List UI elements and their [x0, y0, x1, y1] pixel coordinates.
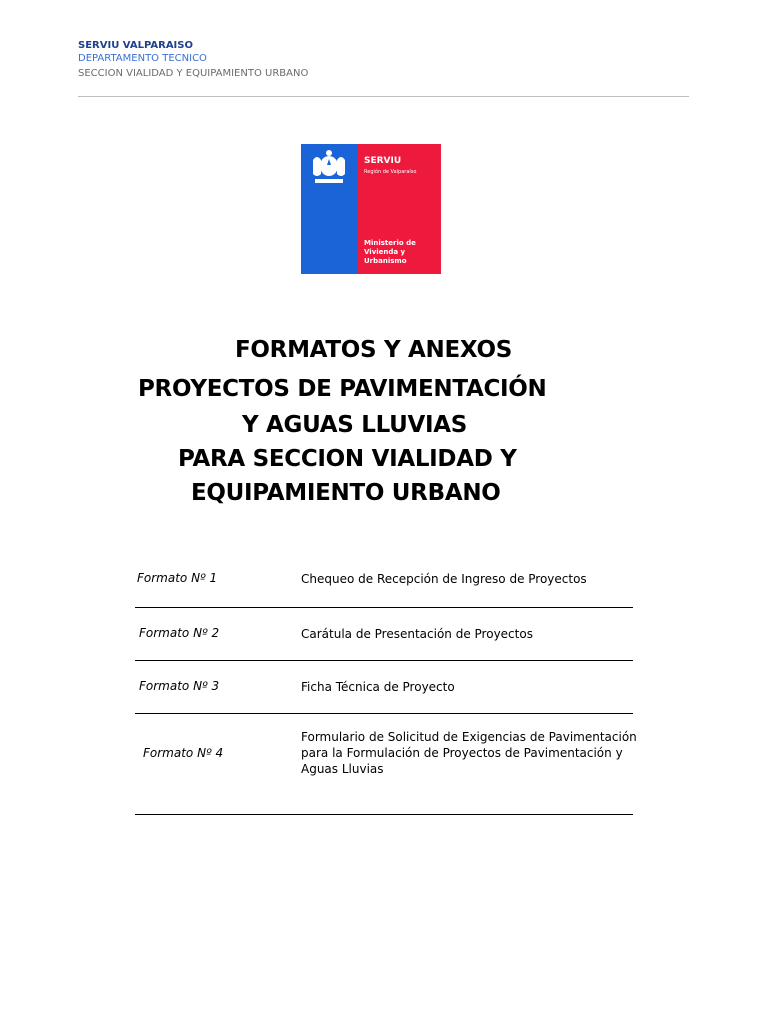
logo-ministry: Ministerio de Vivienda y Urbanismo [364, 239, 416, 265]
title-line-3: Y AGUAS LLUVIAS [242, 412, 468, 438]
title-line-5: EQUIPAMIENTO URBANO [191, 480, 501, 506]
title-line-2: PROYECTOS DE PAVIMENTACIÓN [138, 376, 547, 402]
logo-region: Región de Valparaíso [364, 169, 417, 175]
header-department: DEPARTAMENTO TECNICO [78, 53, 207, 64]
format-1-description: Chequeo de Recepción de Ingreso de Proyectos [301, 572, 587, 586]
title-line-4: PARA SECCION VIALIDAD Y [178, 446, 517, 472]
format-4-label: Formato Nº 4 [143, 746, 224, 760]
serviu-logo [301, 144, 441, 274]
format-row-divider [135, 660, 633, 661]
format-3-description: Ficha Técnica de Proyecto [301, 680, 455, 694]
format-row-divider [135, 713, 633, 714]
format-2-label: Formato Nº 2 [139, 626, 220, 640]
format-2-description: Carátula de Presentación de Proyectos [301, 627, 533, 641]
format-4-description: Formulario de Solicitud de Exigencias de Pavimentación para la Formulación de Proyectos de Pavimentación y Aguas Lluvias [301, 730, 637, 776]
title-line-1: FORMATOS Y ANEXOS [235, 337, 513, 363]
format-1-label: Formato Nº 1 [137, 571, 218, 585]
format-3-label: Formato Nº 3 [139, 679, 220, 693]
coat-of-arms-icon [305, 148, 353, 188]
header-divider [78, 96, 689, 97]
header-org: SERVIU VALPARAISO [78, 40, 193, 51]
logo-brand: SERVIU [364, 156, 402, 166]
header-section: SECCION VIALIDAD Y EQUIPAMIENTO URBANO [78, 68, 309, 79]
format-row-divider [135, 607, 633, 608]
format-row-divider [135, 814, 633, 815]
